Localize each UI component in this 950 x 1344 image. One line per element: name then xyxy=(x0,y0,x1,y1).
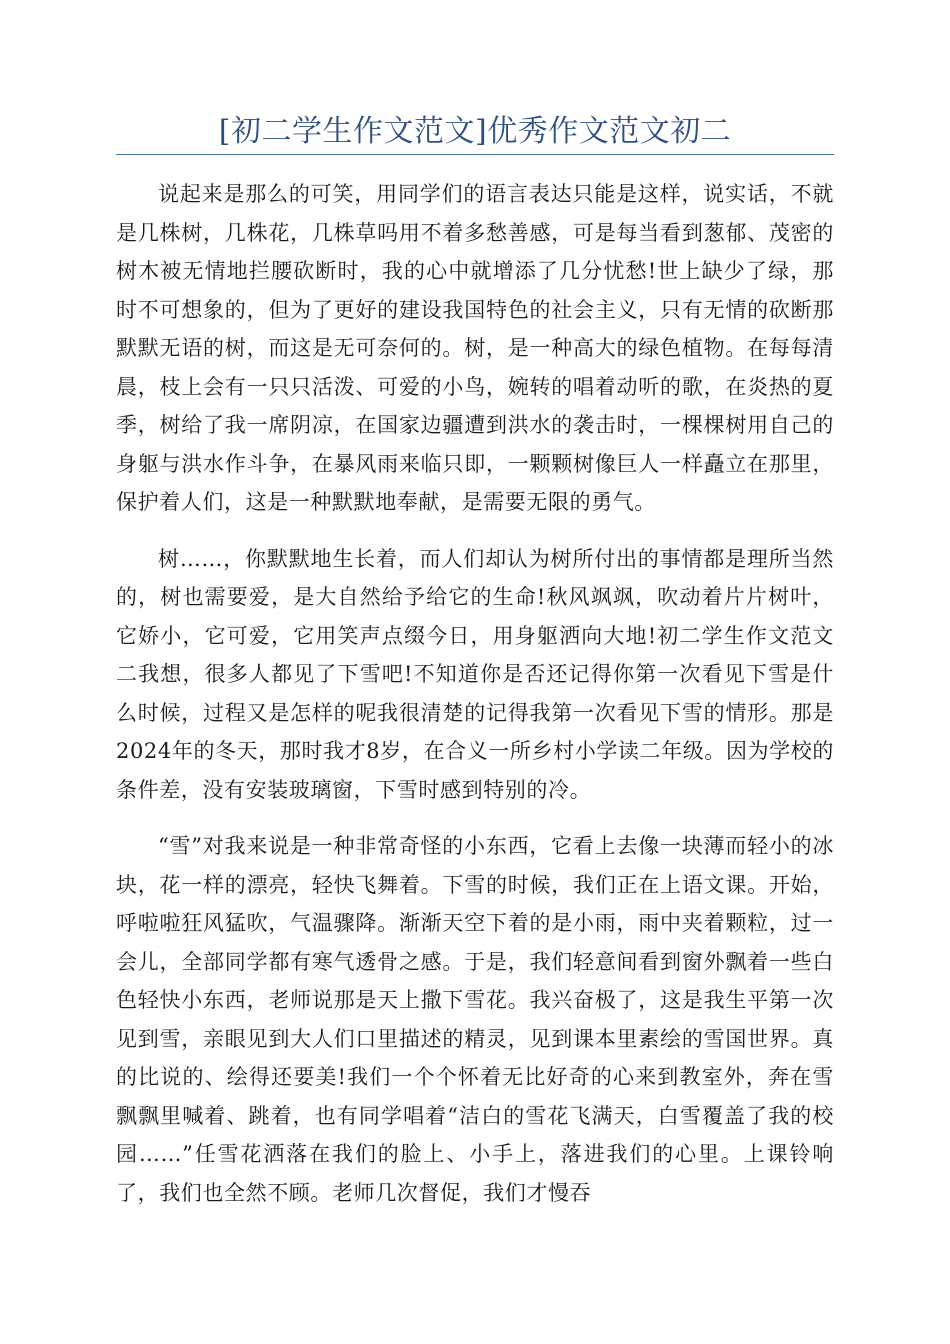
paragraph-3: “雪”对我来说是一种非常奇怪的小东西，它看上去像一块薄而轻小的冰块，花一样的漂亮，轻快飞舞着。下雪的时候，我们正在上语文课。开始，呼啦啦狂风猛吹，气温骤降。渐渐天空下着的是小雨，雨中夹着颗粒，过一会儿，全部同学都有寒气透骨之感。于是，我们轻意间看到窗外飘着一些白色轻快小东西，老师说那是天上撒下雪花。我兴奋极了，这是我生平第一次见到雪，亲眼见到大人们口里描述的精灵，见到课本里素绘的雪国世界。真的比说的、绘得还要美!我们一个个怀着无比好奇的心来到教室外，奔在雪飘飘里喊着、跳着，也有同学唱着“洁白的雪花飞满天，白雪覆盖了我的校园……”任雪花洒落在我们的脸上、小手上，落进我们的心里。上课铃响了，我们也全然不顾。老师几次督促，我们才慢吞 xyxy=(116,834,834,1205)
paragraph-2: 树……，你默默地生长着，而人们却认为树所付出的事情都是理所当然的，树也需要爱，是大自然给予给它的生命!秋风飒飒，吹动着片片树叶，它娇小，它可爱，它用笑声点缀今日，用身躯洒向大地!初二学生作文范文二我想，很多人都见了下雪吧!不知道你是否还记得你第一次看见下雪是什么时候，过程又是怎样的呢我很清楚的记得我第一次看见下雪的情形。那是2024年的冬天，那时我才8岁，在合义一所乡村小学读二年级。因为学校的条件差，没有安装玻璃窗，下雪时感到特别的冷。 xyxy=(116,546,834,802)
page-title: [初二学生作文范文]优秀作文范文初二 xyxy=(218,114,732,149)
article-body xyxy=(116,175,834,1230)
title-underline xyxy=(116,154,834,155)
paragraph-1: 说起来是那么的可笑，用同学们的语言表达只能是这样，说实话，不就是几株树，几株花，几株草吗用不着多愁善感，可是每当看到葱郁、茂密的树木被无情地拦腰砍断时，我的心中就增添了几分忧愁!世上缺少了绿，那时不可想象的，但为了更好的建设我国特色的社会主义，只有无情的砍断那默默无语的树，而这是无可奈何的。树，是一种高大的绿色植物。在每每清晨，枝上会有一只只活泼、可爱的小鸟，婉转的唱着动听的歌，在炎热的夏季，树给了我一席阴凉，在国家边疆遭到洪水的袭击时，一棵棵树用自己的身躯与洪水作斗争，在暴风雨来临只即，一颗颗树像巨人一样矗立在那里，保护着人们，这是一种默默地奉献，是需要无限的勇气。 xyxy=(116,182,834,514)
